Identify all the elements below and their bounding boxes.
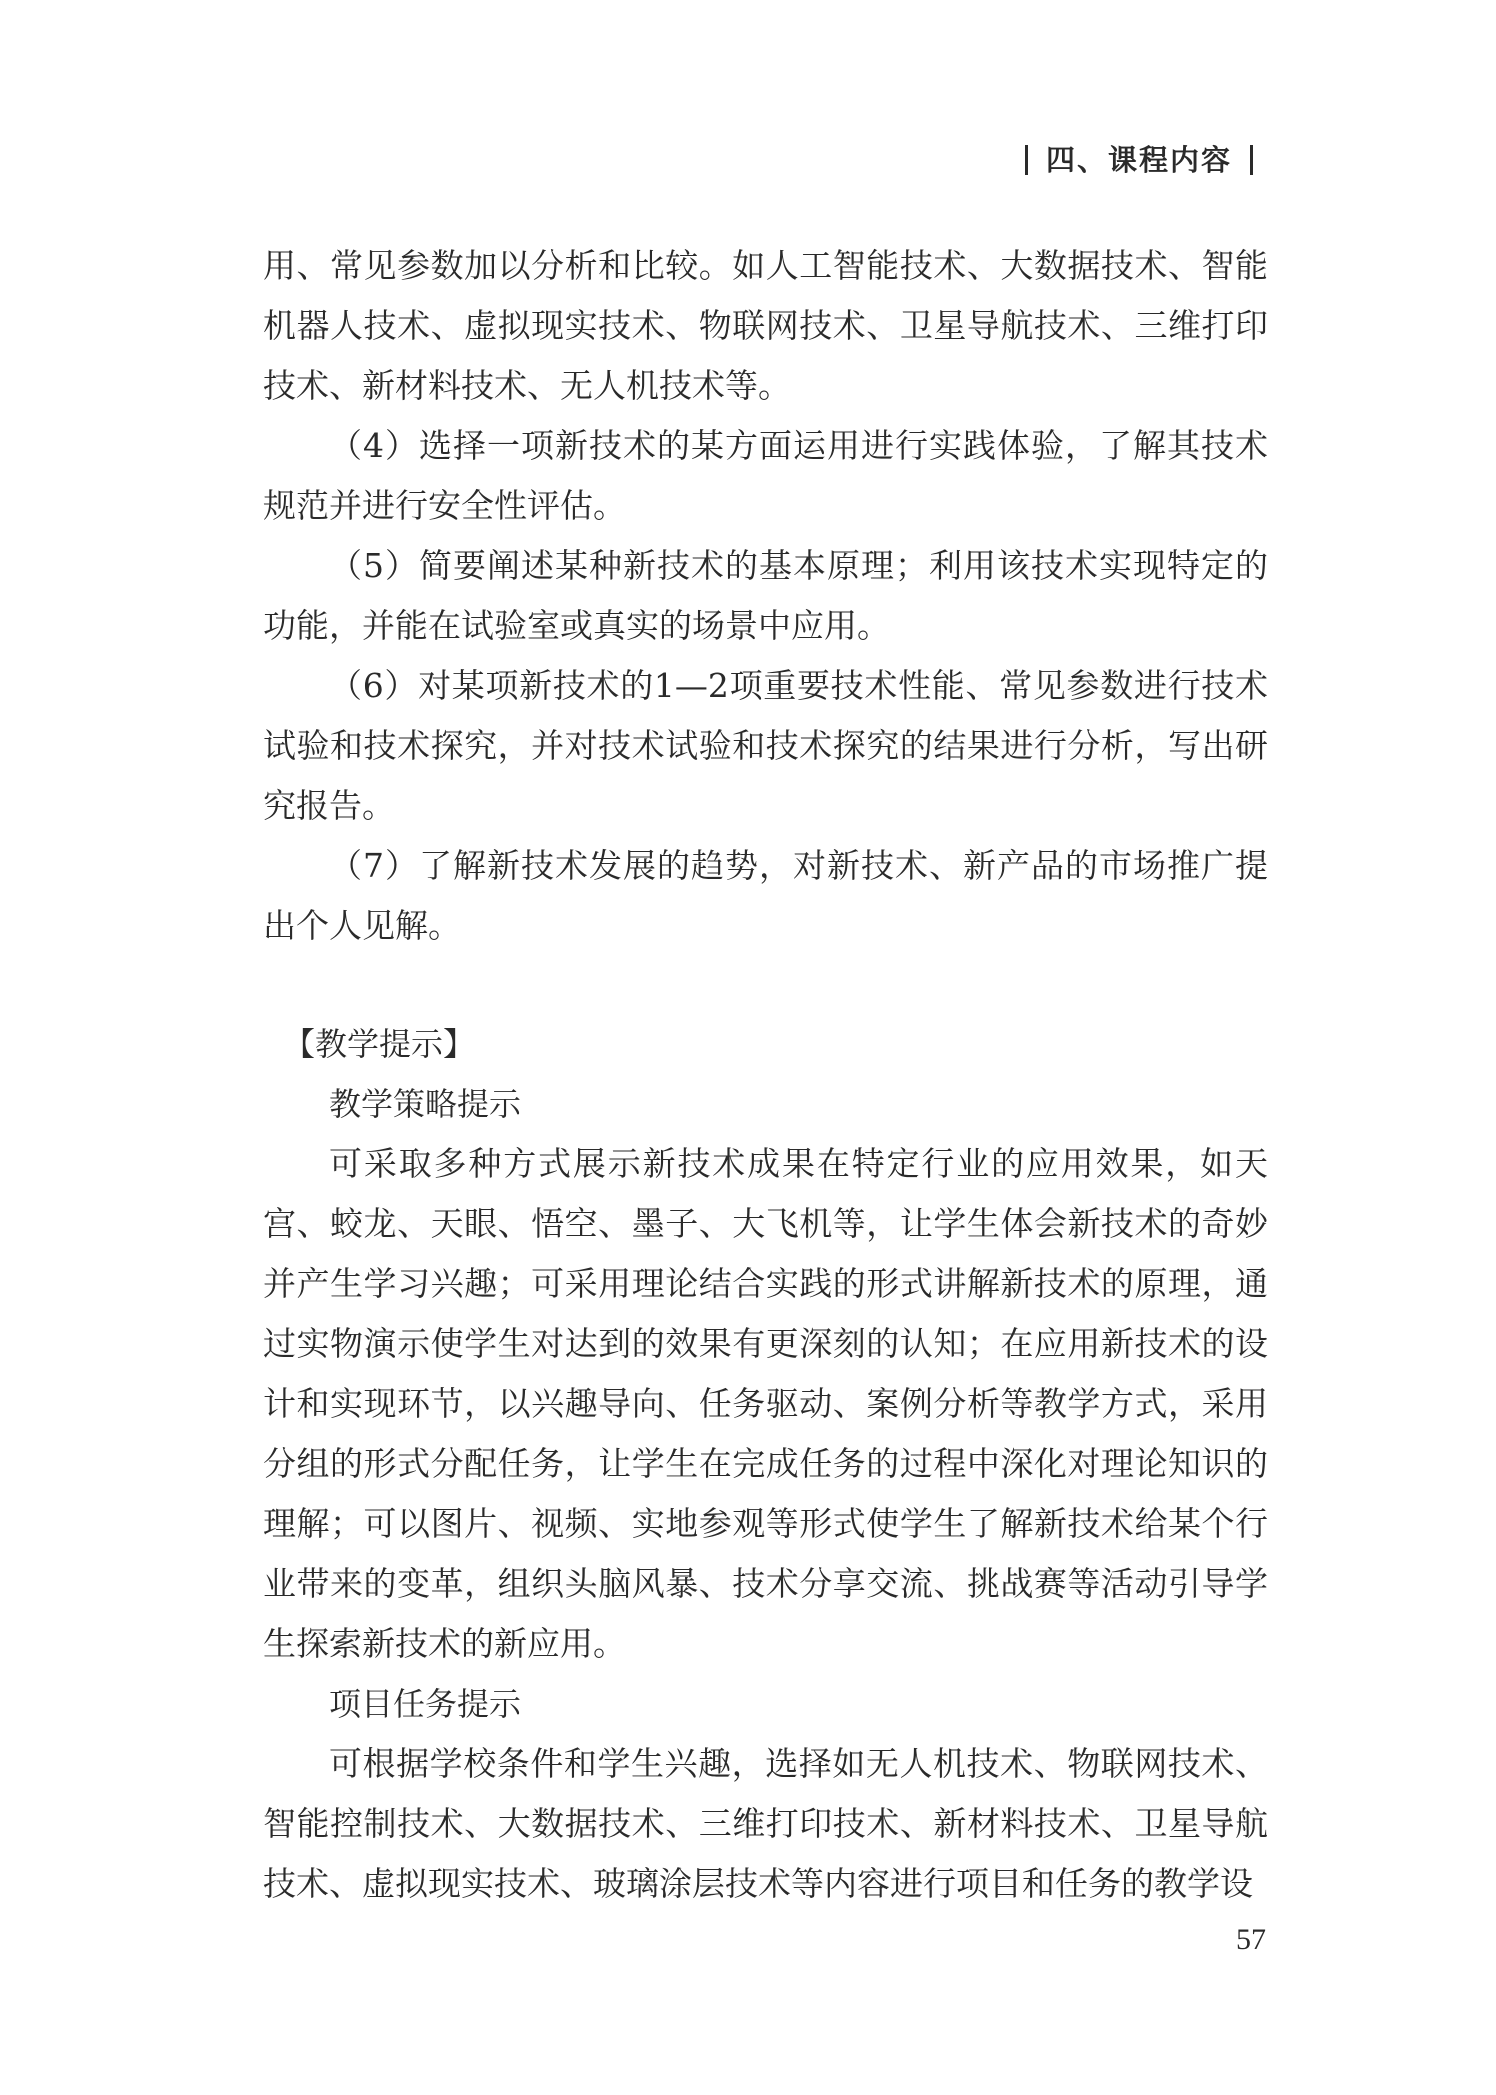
paragraph-continued: 用、常见参数加以分析和比较。如人工智能技术、大数据技术、智能机器人技术、虚拟现实技术、物联网技术、卫星导航技术、三维打印技术、新材料技术、无人机技术等。 <box>263 246 1268 405</box>
paragraph-item-4: （4）选择一项新技术的某方面运用进行实践体验，了解其技术规范并进行安全性评估。 <box>263 426 1268 525</box>
header-right-rule <box>1250 145 1253 175</box>
teaching-tips-heading: 【教学提示】 <box>283 1025 476 1063</box>
paragraph-item-5: （5）简要阐述某种新技术的基本原理；利用该技术实现特定的功能，并能在试验室或真实的场景中应用。 <box>263 546 1268 645</box>
paragraph-item-6: （6）对某项新技术的1—2项重要技术性能、常见参数进行技术试验和技术探究，并对技术试验和技术探究的结果进行分析，写出研究报告。 <box>263 666 1268 825</box>
strategy-paragraph: 可采取多种方式展示新技术成果在特定行业的应用效果，如天宫、蛟龙、天眼、悟空、墨子、大飞机等，让学生体会新技术的奇妙并产生学习兴趣；可采用理论结合实践的形式讲解新技术的原理，通过实物演示使学生对达到的效果有更深刻的认知；在应用新技术的设计和实现环节，以兴趣导向、任务驱动、案例分析等教学方式，采用分组的形式分配任务，让学生在完成任务的过程中深化对理论知识的理解；可以图片、视频、实地参观等形式使学生了解新技术给某个行业带来的变革，组织头脑风暴、技术分享交流、挑战赛等活动引导学生探索新技术的新应用。 <box>263 1144 1268 1663</box>
header-section-title: 四、课程内容 <box>1045 143 1232 177</box>
header-left-rule <box>1025 145 1028 175</box>
page-number: 57 <box>1236 1923 1266 1956</box>
paragraph-item-7: （7）了解新技术发展的趋势，对新技术、新产品的市场推广提出个人见解。 <box>263 846 1268 945</box>
strategy-subheading: 教学策略提示 <box>329 1085 522 1123</box>
body-text <box>263 236 1268 1914</box>
project-paragraph: 可根据学校条件和学生兴趣，选择如无人机技术、物联网技术、智能控制技术、大数据技术、三维打印技术、新材料技术、卫星导航技术、虚拟现实技术、玻璃涂层技术等内容进行项目和任务的教学设 <box>263 1744 1268 1903</box>
project-subheading: 项目任务提示 <box>329 1685 522 1723</box>
running-header <box>1007 138 1271 182</box>
